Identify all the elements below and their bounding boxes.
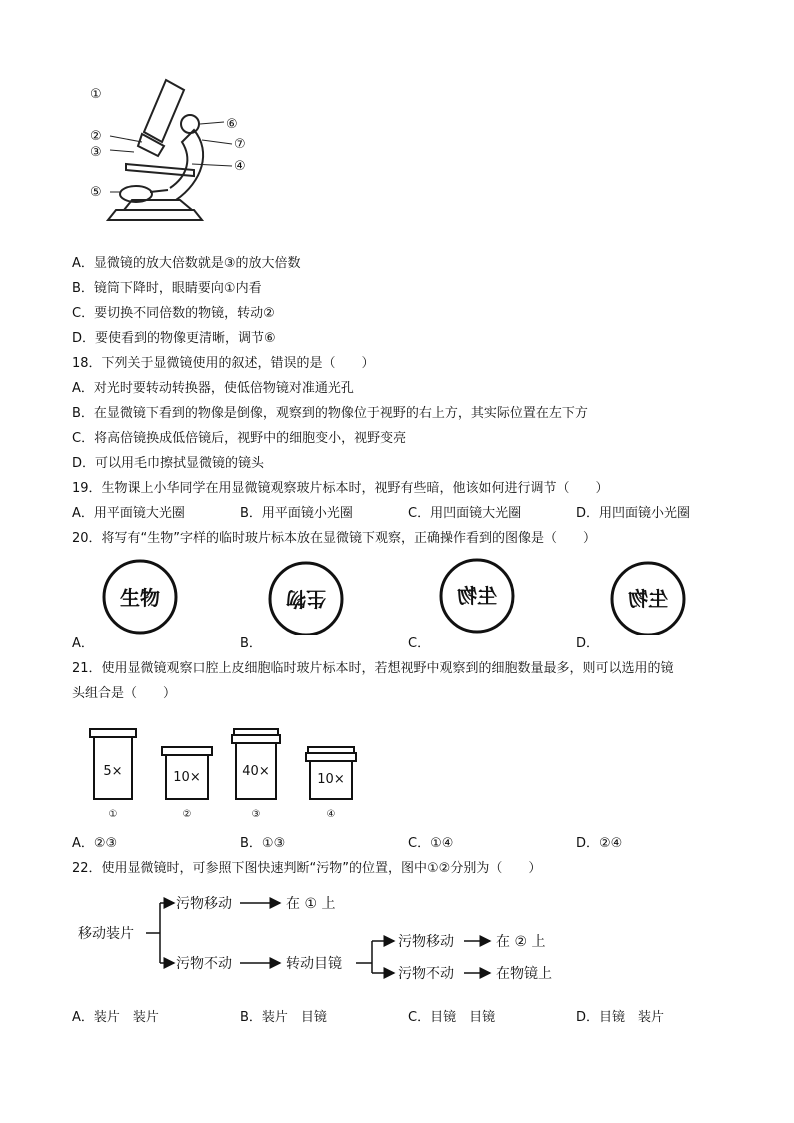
q19-stem: 19．生物课上小华同学在用显微镜观察玻片标本时，视野有些暗，他该如何进行调节（ ） xyxy=(72,481,609,496)
q20-label-a: A． xyxy=(72,636,94,651)
lens-1-mag: 5× xyxy=(103,764,123,779)
q17-option-b: B．镜筒下降时，眼睛要向①内看 xyxy=(72,281,262,296)
q21-option-b: B．①③ xyxy=(240,836,286,851)
microscope-figure xyxy=(84,72,274,232)
q22-option-c: C．目镜 目镜 xyxy=(408,1010,496,1025)
q22-option-d: D．目镜 装片 xyxy=(576,1010,665,1025)
lens-2-num: ② xyxy=(182,809,192,820)
q21-stem-line2: 头组合是（ ） xyxy=(72,686,177,701)
label-5: ⑤ xyxy=(90,185,102,200)
lens-3-num: ③ xyxy=(251,809,261,820)
q18-option-c: C．将高倍镜换成低倍镜后，视野中的细胞变小，视野变亮 xyxy=(72,431,407,446)
q20-label-b: B． xyxy=(240,636,262,651)
label-7: ⑦ xyxy=(234,137,246,152)
q20-stem: 20．将写有“生物”字样的临时玻片标本放在显微镜下观察，正确操作看到的图像是（ ） xyxy=(72,531,597,546)
q20-label-c: C． xyxy=(408,636,431,651)
q18-stem: 18．下列关于显微镜使用的叙述，错误的是（ ） xyxy=(72,356,375,371)
q22-option-a: A．装片 装片 xyxy=(72,1010,159,1025)
flow-start: 移动装片 xyxy=(78,926,134,942)
label-4: ④ xyxy=(234,159,246,174)
label-1: ① xyxy=(90,87,102,102)
q22-option-b: B．装片 目镜 xyxy=(240,1010,327,1025)
flow-result1: 在 ① 上 xyxy=(286,896,336,912)
q19-option-b: B．用平面镜小光圈 xyxy=(240,506,353,521)
lens-1-num: ① xyxy=(108,809,118,820)
q20-label-d: D． xyxy=(576,636,600,651)
lens-4-mag: 10× xyxy=(317,772,345,787)
q17-option-a: A．显微镜的放大倍数就是③的放大倍数 xyxy=(72,256,301,271)
q21-option-a: A．②③ xyxy=(72,836,118,851)
q20-a-text: 生物 xyxy=(120,586,160,610)
q20-c-text: 生物 xyxy=(457,584,497,608)
q19-option-d: D．用凹面镜小光圈 xyxy=(576,506,691,521)
q18-option-d: D．可以用毛巾擦拭显微镜的镜头 xyxy=(72,456,265,471)
q21-option-c: C．①④ xyxy=(408,836,454,851)
q22-stem: 22．使用显微镜时，可参照下图快速判断“污物”的位置，图中①②分别为（ ） xyxy=(72,861,542,876)
q21-stem-line1: 21．使用显微镜观察口腔上皮细胞临时玻片标本时，若想视野中观察到的细胞数量最多，则可以选用的镜 xyxy=(72,661,674,676)
lens-2-mag: 10× xyxy=(173,770,201,785)
q17-option-d: D．要使看到的物像更清晰，调节⑥ xyxy=(72,331,276,346)
q22-flowchart xyxy=(76,885,596,990)
flow-result2: 在 ② 上 xyxy=(496,934,546,950)
label-6: ⑥ xyxy=(226,117,238,132)
flow-moves1: 污物移动 xyxy=(176,896,232,912)
flow-result3: 在物镜上 xyxy=(496,966,552,982)
label-3: ③ xyxy=(90,145,102,160)
q21-option-d: D．②④ xyxy=(576,836,623,851)
lens-3-mag: 40× xyxy=(242,764,270,779)
q17-option-c: C．要切换不同倍数的物镜，转动② xyxy=(72,306,275,321)
q18-option-a: A．对光时要转动转换器，使低倍物镜对准通光孔 xyxy=(72,381,354,396)
q19-option-a: A．用平面镜大光圈 xyxy=(72,506,185,521)
q18-option-b: B．在显微镜下看到的物像是倒像，观察到的物像位于视野的右上方，其实际位置在左下方 xyxy=(72,406,588,421)
label-2: ② xyxy=(90,129,102,144)
flow-notmove2: 污物不动 xyxy=(398,966,454,982)
flow-rotate: 转动目镜 xyxy=(286,956,342,972)
q19-option-c: C．用凹面镜大光圈 xyxy=(408,506,522,521)
q20-figures xyxy=(72,555,712,635)
lens-4-num: ④ xyxy=(326,809,336,820)
q21-lenses xyxy=(84,725,384,837)
flow-moves2: 污物移动 xyxy=(398,934,454,950)
q20-d-text: 生物 xyxy=(628,587,668,611)
flow-notmove1: 污物不动 xyxy=(176,956,232,972)
q20-b-text: 生物 xyxy=(286,587,326,611)
